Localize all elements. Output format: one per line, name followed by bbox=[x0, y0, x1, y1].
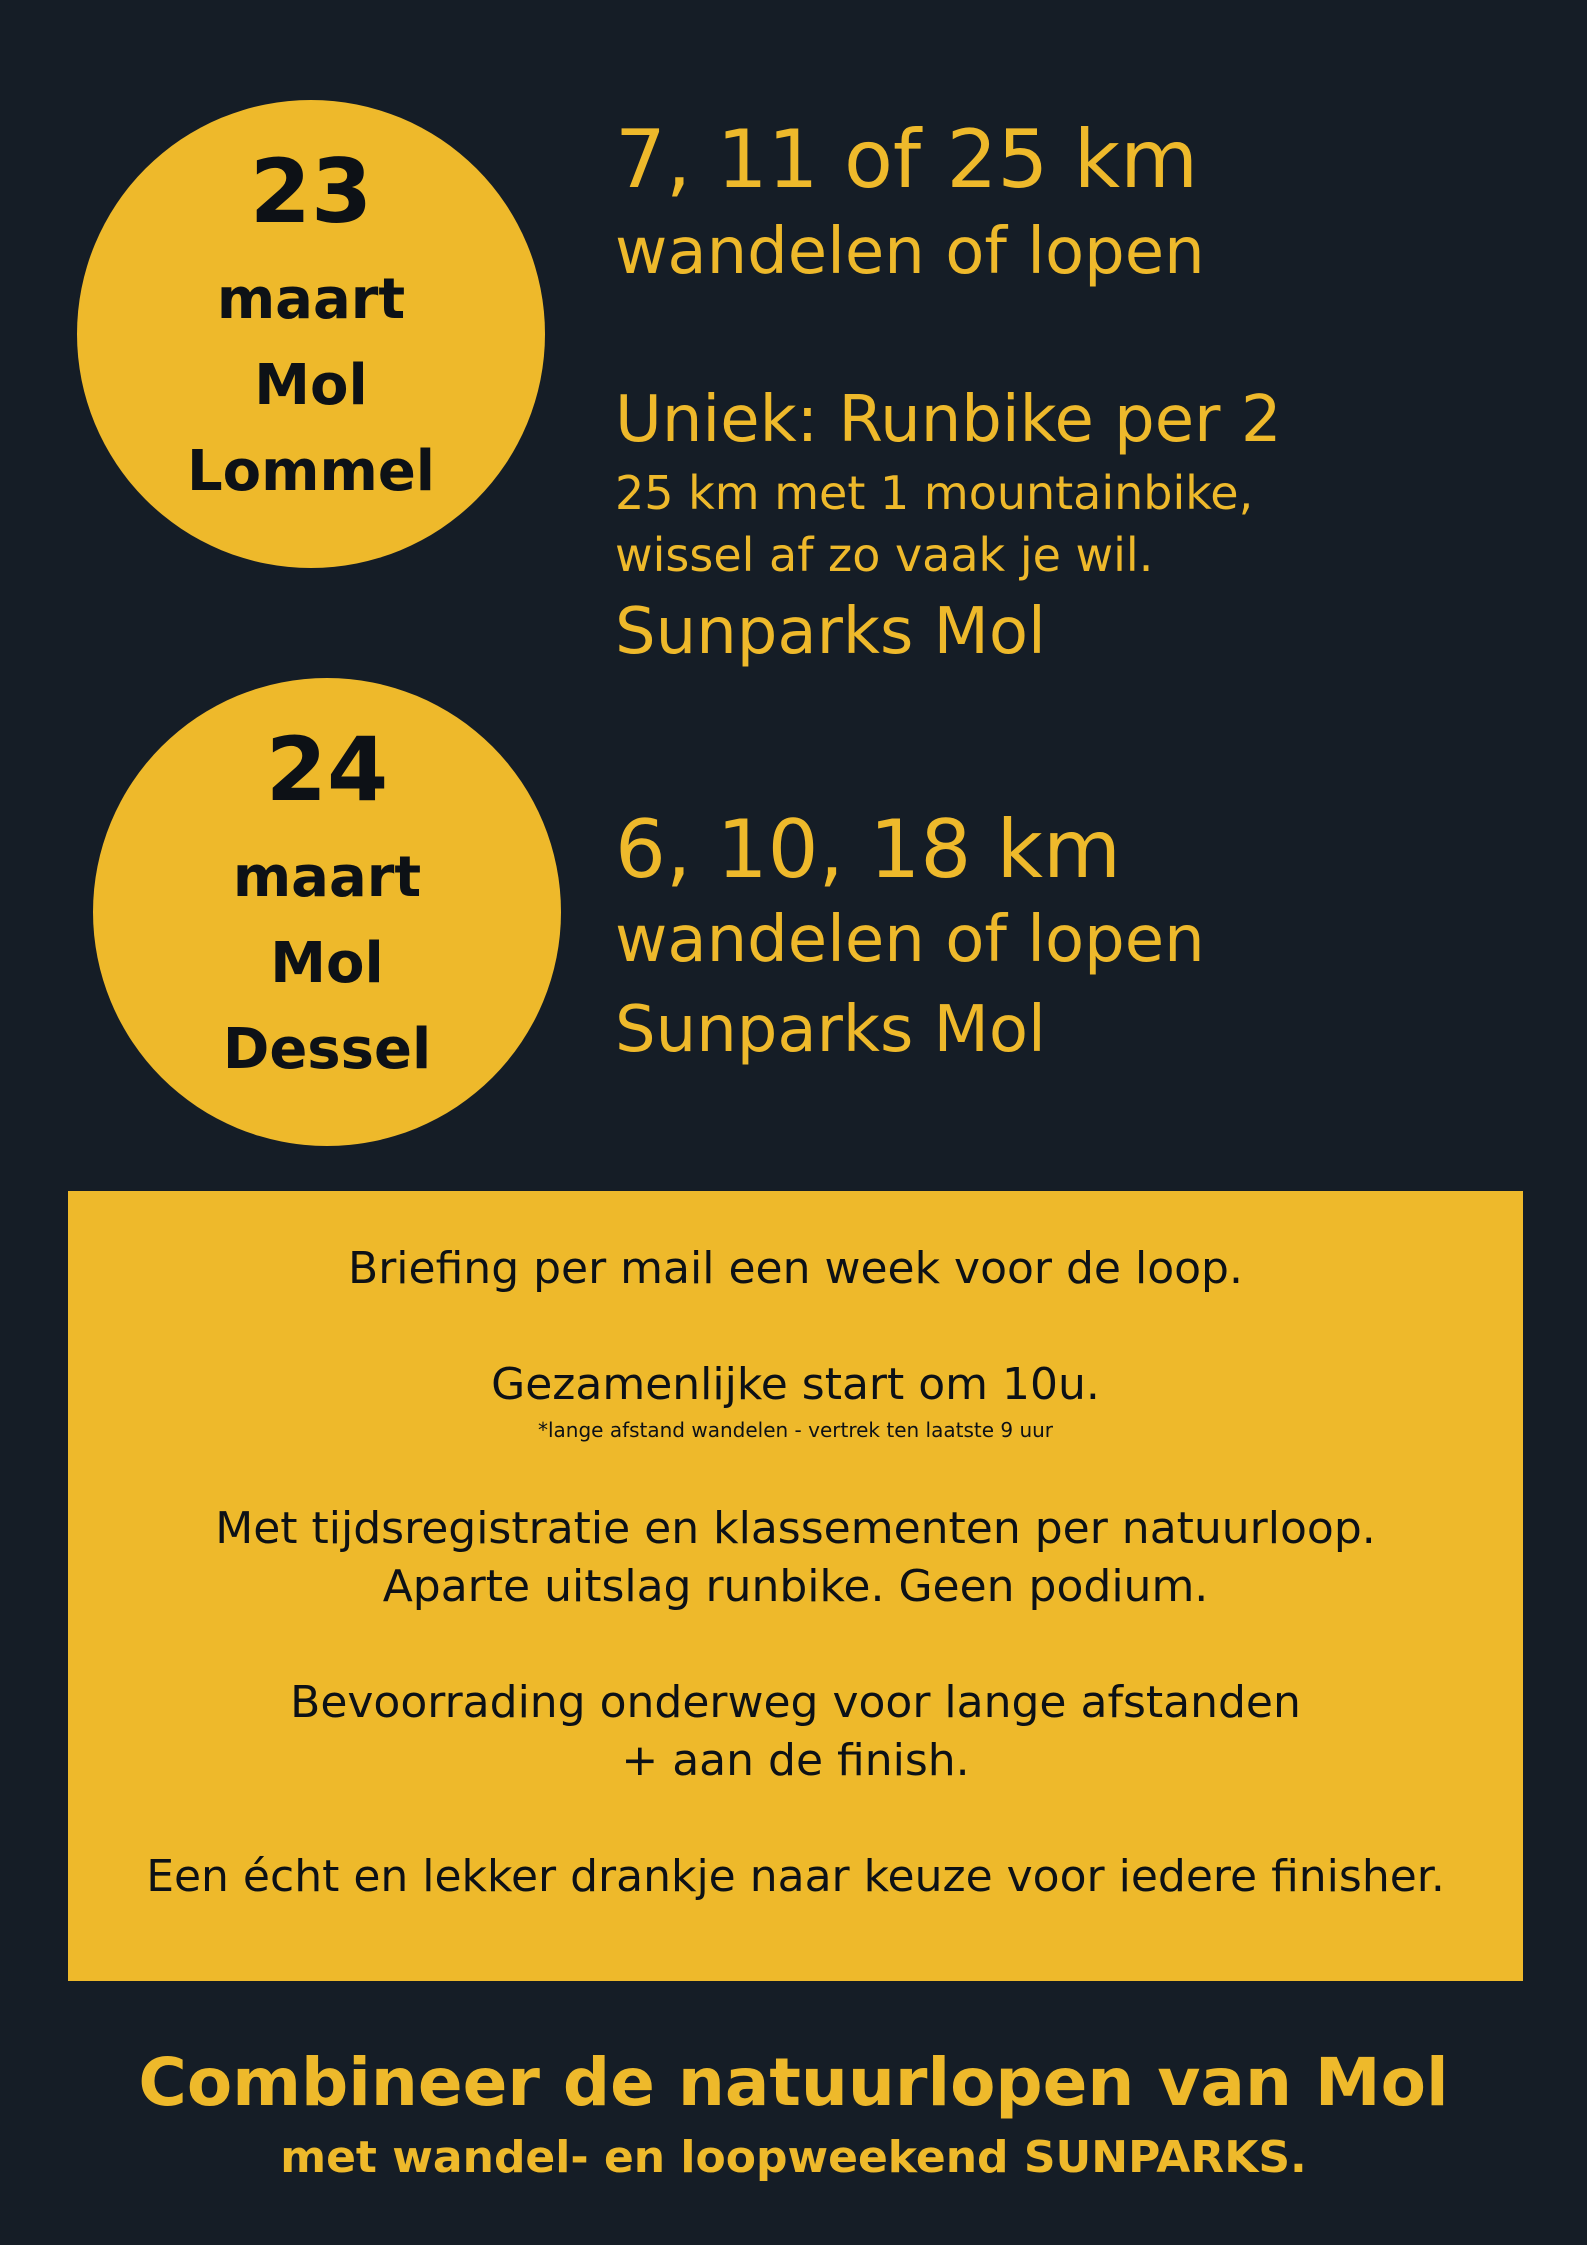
event-month: maart bbox=[216, 267, 406, 332]
event-date-badge-1 bbox=[77, 100, 545, 568]
supply-text: + aan de finish. bbox=[621, 1735, 970, 1786]
event-place: Dessel bbox=[222, 1017, 432, 1082]
event-location: Sunparks Mol bbox=[615, 595, 1046, 669]
event-date-badge-2 bbox=[93, 678, 561, 1146]
briefing-text: Briefing per mail een week voor de loop. bbox=[348, 1243, 1243, 1294]
event-special-line: wissel af zo vaak je wil. bbox=[615, 528, 1154, 582]
supply-text: Bevoorrading onderweg voor lange afstanden bbox=[290, 1677, 1301, 1728]
event-place: Mol bbox=[270, 931, 384, 996]
event-location: Sunparks Mol bbox=[615, 993, 1046, 1067]
start-text: Gezamenlijke start om 10u. bbox=[491, 1359, 1100, 1410]
start-note: *lange afstand wandelen - vertrek ten laatste 9 uur bbox=[537, 1418, 1054, 1442]
footer-headline: Combineer de natuurlopen van Mol bbox=[138, 2044, 1449, 2121]
timing-text: Met tijdsregistratie en klassementen per natuurloop. bbox=[215, 1503, 1376, 1554]
event-distances: 6, 10, 18 km bbox=[615, 803, 1121, 896]
footer-subline: met wandel- en loopweekend SUNPARKS. bbox=[280, 2132, 1307, 2183]
event-month: maart bbox=[232, 845, 422, 910]
event-day: 23 bbox=[249, 140, 373, 243]
event-day: 24 bbox=[265, 718, 389, 821]
event-special-line: 25 km met 1 mountainbike, bbox=[615, 466, 1254, 520]
timing-text: Aparte uitslag runbike. Geen podium. bbox=[382, 1561, 1209, 1612]
event-activity: wandelen of lopen bbox=[615, 215, 1205, 289]
drink-text: Een écht en lekker drankje naar keuze voor iedere finisher. bbox=[146, 1851, 1445, 1902]
event-place: Lommel bbox=[186, 439, 436, 504]
event-distances: 7, 11 of 25 km bbox=[615, 113, 1199, 206]
event-special-title: Uniek: Runbike per 2 bbox=[615, 383, 1282, 457]
info-box bbox=[68, 1191, 1523, 1981]
event-place: Mol bbox=[254, 353, 368, 418]
event-activity: wandelen of lopen bbox=[615, 903, 1205, 977]
